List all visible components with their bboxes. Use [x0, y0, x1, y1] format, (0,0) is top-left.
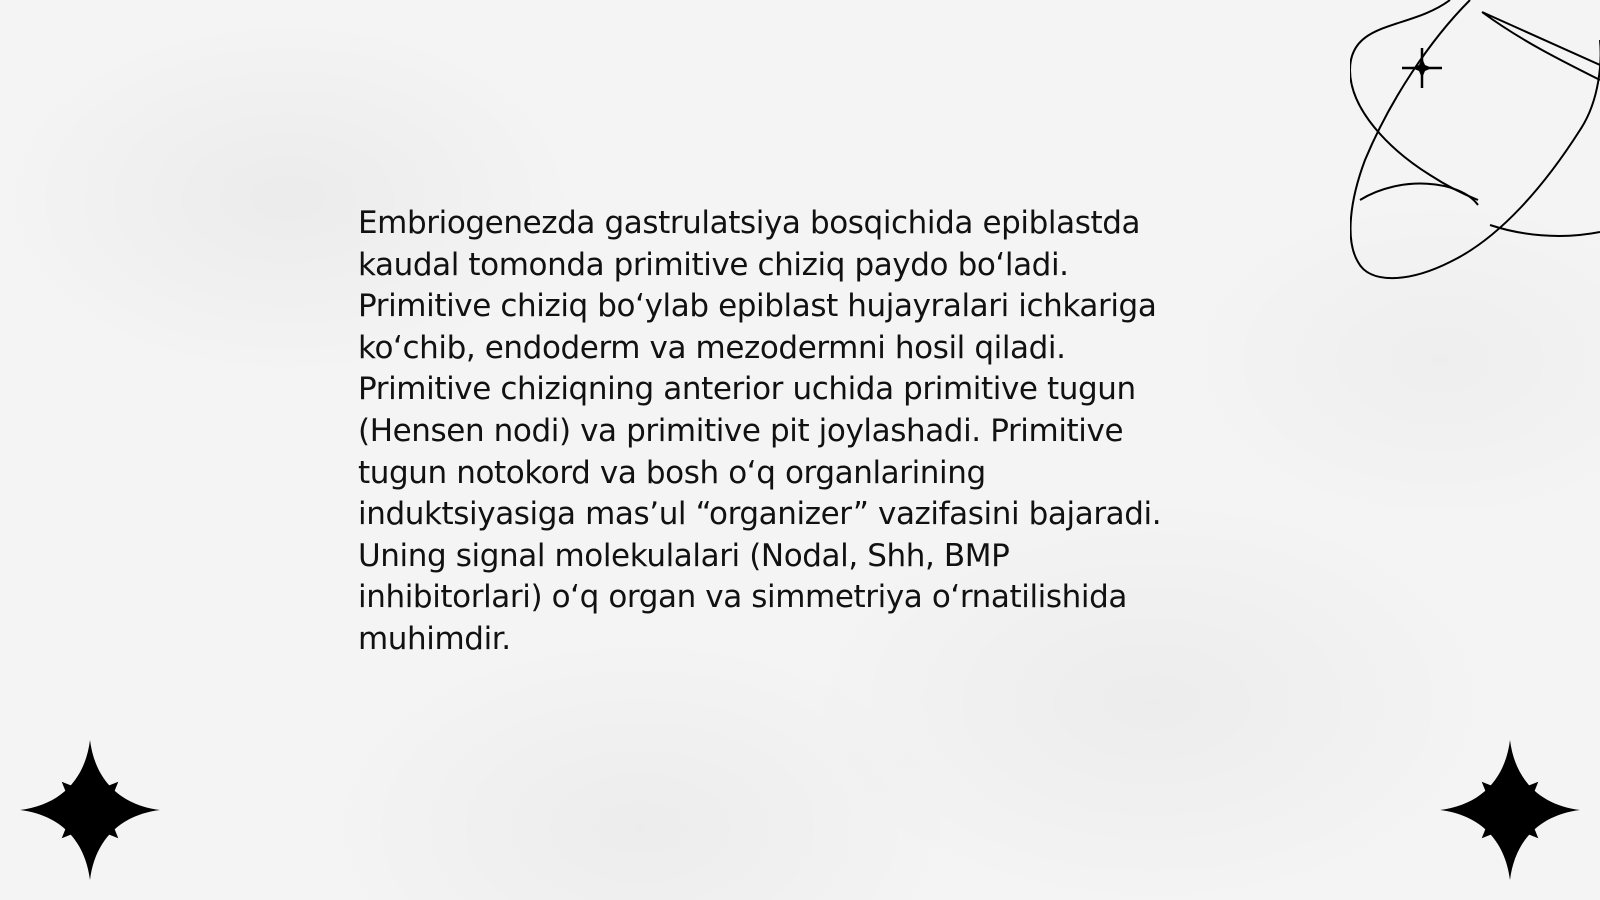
four-point-star-icon [20, 740, 160, 880]
orbit-sparkle-icon [1350, 0, 1600, 290]
four-point-star-icon [1440, 740, 1580, 880]
slide-body-text: Embriogenezda gastrulatsiya bosqichida epiblastda kaudal tomonda primitive chiziq paydo bo‘ladi. Primitive chiziq bo‘ylab epiblast hujayralari ichkariga ko‘chib, endoderm va mezodermni hosil qiladi. Primitive chiziqning anterior uchida primitive tugun (Hensen nodi) va primitive pit joylashadi. Primitive tugun notokord va bosh o‘q organlarining induktsiyasiga mas’ul “organizer” vazifasini bajaradi. Uning signal molekulalari (Nodal, Shh, BMP inhibitorlari) o‘q organ va simmetriya o‘rnatilishida muhimdir. [358, 205, 1162, 657]
